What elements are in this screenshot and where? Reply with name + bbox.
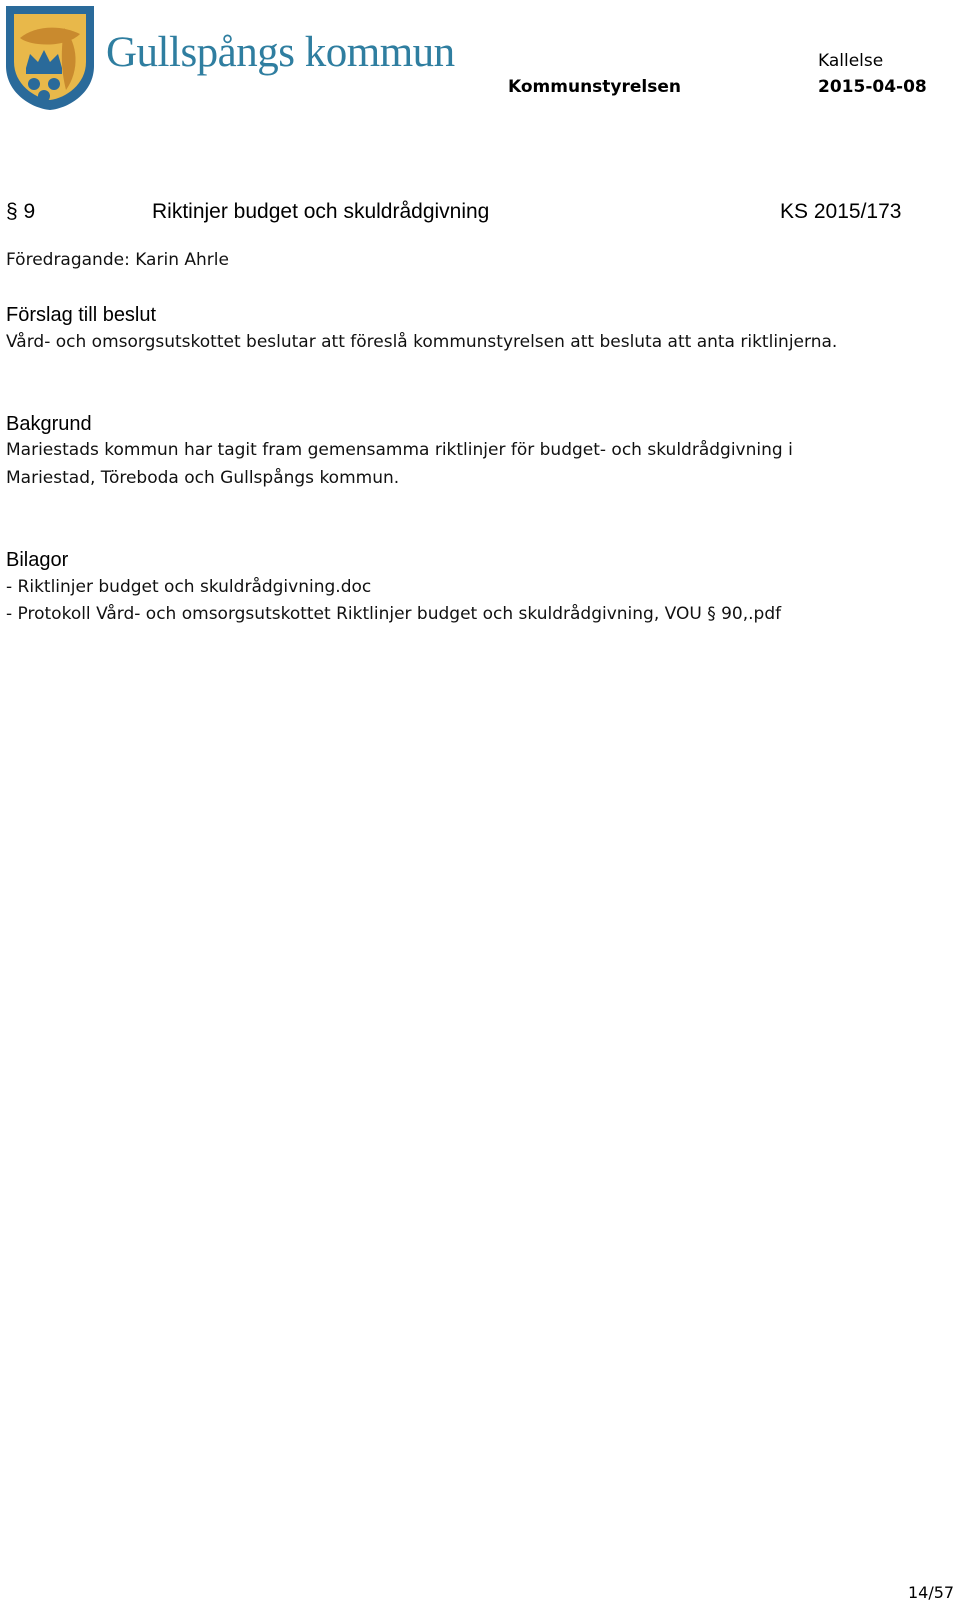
proposal-heading: Förslag till beslut (6, 304, 157, 326)
document-type: Kallelse (818, 51, 884, 71)
attachments-heading: Bilagor (6, 549, 69, 571)
background-text-line: Mariestads kommun har tagit fram gemensamma riktlinjer för budget- och skuldrådgivning i (6, 440, 793, 460)
attachment-item: - Protokoll Vård- och omsorgsutskottet Riktlinjer budget och skuldrådgivning, VOU § 90,.pdf (6, 604, 782, 624)
page-number: 14/57 (908, 1583, 955, 1602)
attachment-item: - Riktlinjer budget och skuldrådgivning.doc (6, 577, 372, 597)
presenter: Föredragande: Karin Ahrle (6, 250, 229, 270)
item-reference: KS 2015/173 (780, 200, 902, 223)
proposal-text: Vård- och omsorgsutskottet beslutar att föreslå kommunstyrelsen att besluta att anta riktlinjerna. (6, 332, 838, 352)
organization-name: Kommunstyrelsen (508, 77, 682, 97)
item-title: Riktinjer budget och skuldrådgivning (152, 200, 490, 223)
document-date: 2015-04-08 (818, 77, 927, 97)
coat-of-arms-icon (4, 4, 96, 112)
brand-name: Gullspångs kommun (106, 29, 455, 76)
background-text-line: Mariestad, Töreboda och Gullspångs kommun. (6, 468, 400, 488)
item-number: § 9 (6, 200, 36, 223)
background-heading: Bakgrund (6, 413, 92, 435)
